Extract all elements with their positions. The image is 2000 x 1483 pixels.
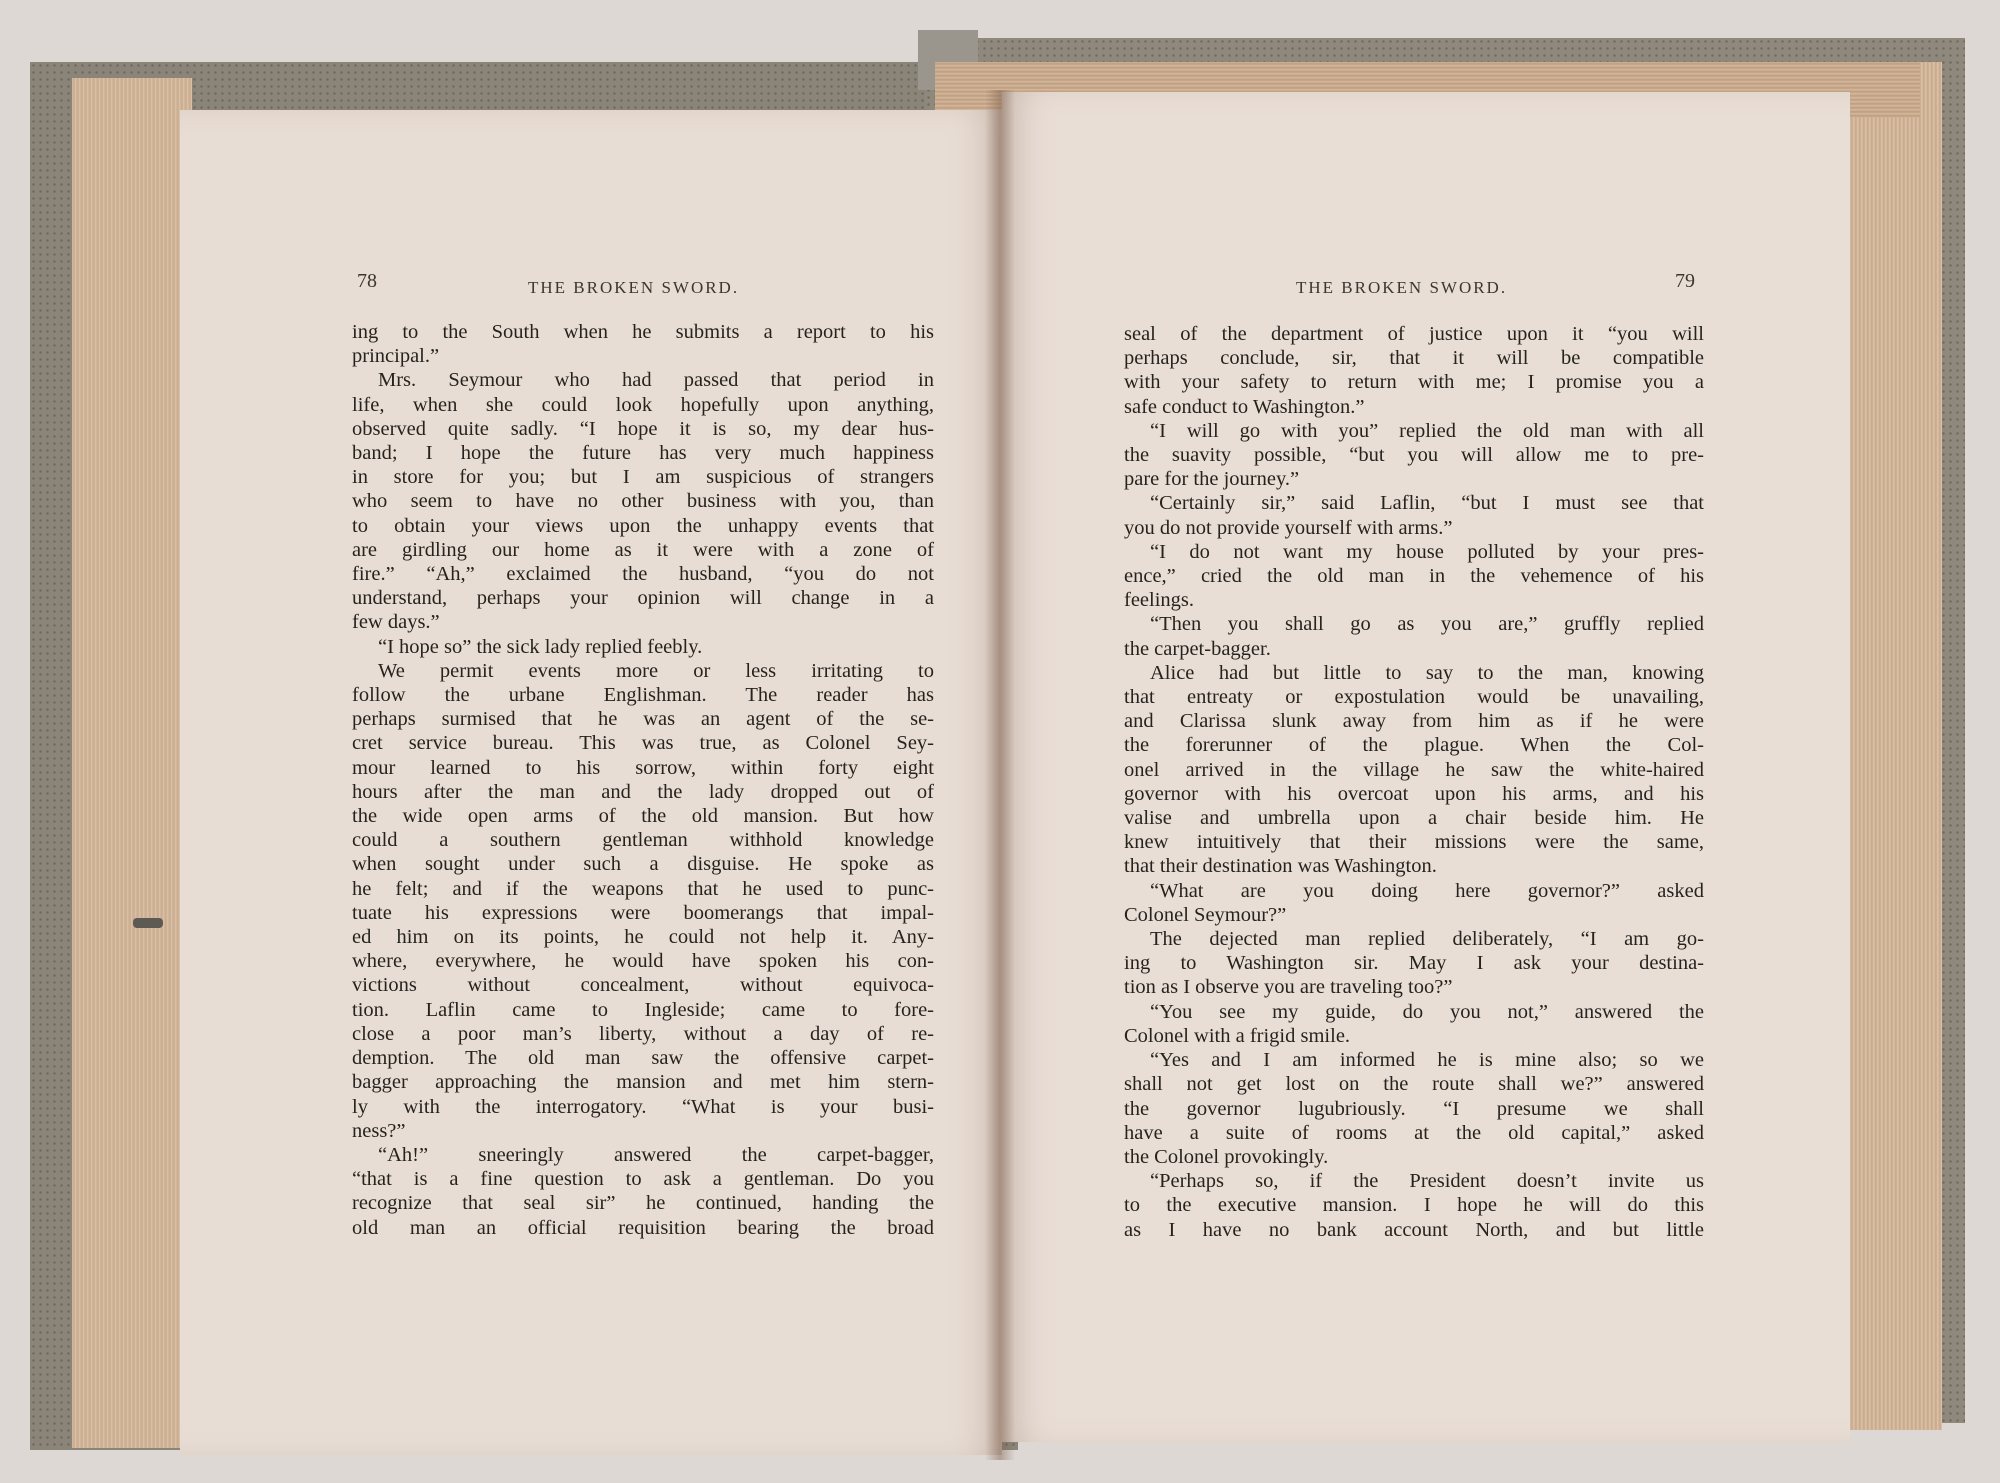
- text-line: when sought under such a disguise. He spoke as: [352, 853, 934, 876]
- text-line: ed him on its points, he could not help it. Any-: [352, 926, 934, 949]
- text-line: have a suite of rooms at the old capital,” asked: [1124, 1121, 1704, 1144]
- text-line: life, when she could look hopefully upon anything,: [352, 393, 934, 416]
- text-line: We permit events more or less irritating to: [378, 659, 934, 682]
- text-line: “Perhaps so, if the President doesn’t invite us: [1150, 1170, 1704, 1193]
- text-line: to obtain your views upon the unhappy events that: [352, 514, 934, 537]
- text-line: ence,” cried the old man in the vehemence of his: [1124, 565, 1704, 588]
- text-line: the Colonel provokingly.: [1124, 1145, 1329, 1168]
- text-line: “Then you shall go as you are,” gruffly replied: [1150, 613, 1704, 636]
- text-line: where, everywhere, he would have spoken his con-: [352, 950, 934, 973]
- left-page-text: [352, 320, 934, 1240]
- text-line: cret service bureau. This was true, as Colonel Sey-: [352, 732, 934, 755]
- text-line: perhaps surmised that he was an agent of the se-: [352, 708, 934, 731]
- page-edges-left: [72, 78, 192, 1448]
- text-line: valise and umbrella upon a chair beside him. He: [1124, 807, 1704, 830]
- text-line: safe conduct to Washington.”: [1124, 395, 1365, 418]
- text-line: “Yes and I am informed he is mine also; so we: [1150, 1049, 1704, 1072]
- text-line: tion. Laflin came to Ingleside; came to fore-: [352, 998, 934, 1021]
- text-line: The dejected man replied deliberately, “I am go-: [1150, 928, 1704, 951]
- text-line: who seem to have no other business with you, than: [352, 490, 934, 513]
- text-line: the governor lugubriously. “I presume we shall: [1124, 1097, 1704, 1120]
- text-line: few days.”: [352, 611, 440, 634]
- text-line: you do not provide yourself with arms.”: [1124, 516, 1453, 539]
- text-line: close a poor man’s liberty, without a day of re-: [352, 1022, 934, 1045]
- right-page-text: [1124, 322, 1704, 1242]
- text-line: old man an official requisition bearing the broad: [352, 1216, 934, 1239]
- text-line: the suavity possible, “but you will allow me to pre-: [1124, 444, 1704, 467]
- text-line: “I do not want my house polluted by your pres-: [1150, 540, 1704, 563]
- text-line: victions without concealment, without equivoca-: [352, 974, 934, 997]
- text-line: he felt; and if the weapons that he used to punc-: [352, 877, 934, 900]
- right-page-number: 79: [1675, 270, 1695, 292]
- text-line: feelings.: [1124, 589, 1195, 612]
- text-line: tuate his expressions were boomerangs that impal-: [352, 901, 934, 924]
- text-line: with your safety to return with me; I promise you a: [1124, 371, 1704, 394]
- text-line: understand, perhaps your opinion will change in a: [352, 587, 934, 610]
- text-line: Mrs. Seymour who had passed that period in: [378, 369, 934, 392]
- text-line: and Clarissa slunk away from him as if he were: [1124, 710, 1704, 733]
- text-line: that their destination was Washington.: [1124, 855, 1437, 878]
- text-line: the carpet-bagger.: [1124, 637, 1271, 660]
- text-line: perhaps conclude, sir, that it will be compatible: [1124, 347, 1704, 370]
- text-line: observed quite sadly. “I hope it is so, my dear hus-: [352, 417, 934, 440]
- text-line: “Certainly sir,” said Laflin, “but I must see that: [1150, 492, 1704, 515]
- text-line: that entreaty or expostulation would be unavailing,: [1124, 686, 1704, 709]
- text-line: “You see my guide, do you not,” answered the: [1150, 1000, 1704, 1023]
- text-line: “Ah!” sneeringly answered the carpet-bagger,: [378, 1143, 934, 1166]
- text-line: ly with the interrogatory. “What is your busi-: [352, 1095, 934, 1118]
- text-line: “What are you doing here governor?” asked: [1150, 879, 1704, 902]
- text-line: follow the urbane Englishman. The reader has: [352, 684, 934, 707]
- text-line: Colonel Seymour?”: [1124, 903, 1287, 926]
- text-line: ing to the South when he submits a report to his: [352, 321, 934, 343]
- text-line: “that is a fine question to ask a gentleman. Do you: [352, 1168, 934, 1191]
- text-line: tion as I observe you are traveling too?”: [1124, 976, 1453, 999]
- text-line: Alice had but little to say to the man, knowing: [1150, 661, 1704, 684]
- gutter-shadow: [985, 90, 1015, 1460]
- text-line: as I have no bank account North, and but little: [1124, 1218, 1704, 1241]
- text-line: band; I hope the future has very much happiness: [352, 442, 934, 465]
- text-line: “I will go with you” replied the old man with all: [1150, 419, 1704, 442]
- left-running-head: THE BROKEN SWORD.: [528, 278, 740, 297]
- text-line: mour learned to his sorrow, within forty eight: [352, 756, 934, 779]
- right-running-head: THE BROKEN SWORD.: [1296, 278, 1508, 297]
- text-line: could a southern gentleman withhold knowledge: [352, 829, 934, 852]
- text-line: are girdling our home as it were with a zone of: [352, 538, 934, 561]
- text-line: ness?”: [352, 1119, 406, 1142]
- text-line: demption. The old man saw the offensive carpet-: [352, 1047, 934, 1070]
- text-line: hours after the man and the lady dropped out of: [352, 780, 934, 803]
- text-line: governor with his overcoat upon his arms, and his: [1124, 782, 1704, 805]
- left-page-number: 78: [357, 270, 377, 292]
- text-line: Colonel with a frigid smile.: [1124, 1024, 1351, 1047]
- cover-blemish: [133, 918, 163, 928]
- text-line: recognize that seal sir” he continued, handing the: [352, 1192, 934, 1215]
- text-line: onel arrived in the village he saw the white-haired: [1124, 758, 1704, 781]
- text-line: fire.” “Ah,” exclaimed the husband, “you do not: [352, 563, 934, 586]
- text-line: the forerunner of the plague. When the Col-: [1124, 734, 1704, 757]
- text-line: knew intuitively that their missions were the same,: [1124, 831, 1704, 854]
- text-line: bagger approaching the mansion and met him stern-: [352, 1071, 934, 1094]
- text-line: pare for the journey.”: [1124, 468, 1300, 491]
- text-line: ing to Washington sir. May I ask your destina-: [1124, 952, 1704, 975]
- text-line: shall not get lost on the route shall we?” answered: [1124, 1073, 1704, 1096]
- text-line: seal of the department of justice upon it “you will: [1124, 323, 1704, 345]
- text-line: to the executive mansion. I hope he will do this: [1124, 1194, 1704, 1217]
- text-line: in store for you; but I am suspicious of strangers: [352, 466, 934, 489]
- text-line: principal.”: [352, 345, 440, 368]
- text-line: “I hope so” the sick lady replied feebly.: [378, 635, 703, 658]
- text-line: the wide open arms of the old mansion. But how: [352, 805, 934, 828]
